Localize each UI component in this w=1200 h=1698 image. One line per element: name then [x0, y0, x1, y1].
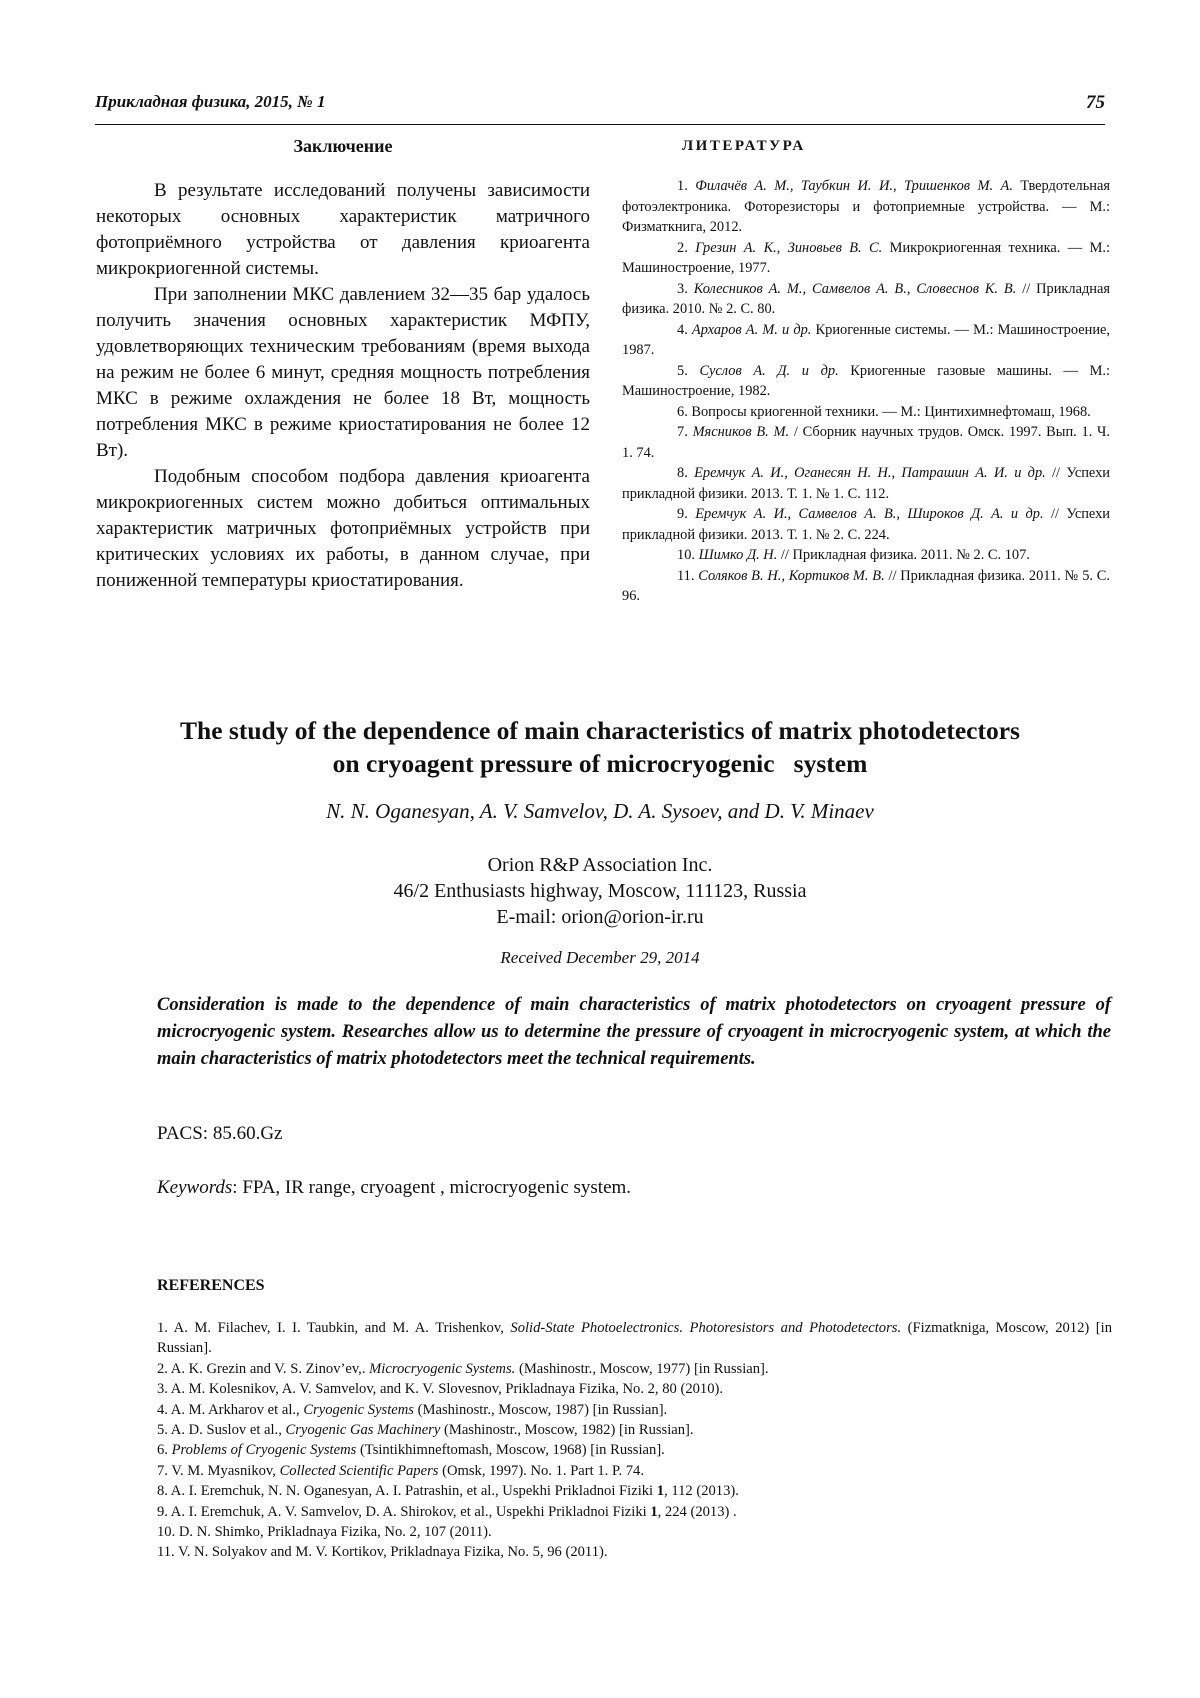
reference-item-publisher: (Mashinostr., Moscow, 1977) [in Russian]. [515, 1360, 769, 1377]
reference-item-title: Solid-State Photoelectronics. Photoresistors and Photodetectors. [510, 1320, 902, 1336]
literature-item [622, 545, 1110, 566]
reference-item-publisher: (Mashinostr., Moscow, 1987) [in Russian]. [413, 1401, 668, 1418]
literature-item [622, 238, 1110, 279]
keywords [157, 1177, 631, 1199]
english-title-line: on cryoagent pressure of microcryogenic system [332, 749, 868, 778]
literature-item-source: Криогенные системы. — М.: Машиностроение, 1987. [622, 321, 1111, 358]
literature-item [622, 361, 1110, 402]
literature-item-authors: Суслов А. Д. и др. [699, 362, 839, 379]
literature-item [622, 463, 1110, 504]
reference-item-text: 7. V. M. Myasnikov, [157, 1462, 280, 1479]
literature-item-authors: Колесников А. М., Самвелов А. В., Словеснов К. В. [693, 280, 1017, 297]
english-title [110, 714, 1090, 780]
reference-item-volume: 1 [650, 1503, 658, 1520]
literature-item-authors: Еремчук А. И., Самвелов А. В., Широков Д. А. и др. [695, 506, 1044, 522]
reference-item-text: 9. A. I. Eremchuk, A. V. Samvelov, D. A. Shirokov, et al., Uspekhi Prikladnoi Fiziki [157, 1503, 651, 1520]
literature-item-number: 3. [677, 280, 694, 297]
affiliation-email: E-mail: orion@orion-ir.ru [496, 906, 704, 928]
reference-item-text: 3. A. M. Kolesnikov, A. V. Samvelov, and K. V. Slovesnov, Prikladnaya Fizika, No. 2, 80 (2010). [157, 1381, 724, 1398]
literature-item-source: // Успехи прикладной физики. 2013. Т. 1. № 1. С. 112. [622, 465, 1110, 502]
running-header [95, 92, 1105, 122]
affiliation [100, 852, 1100, 930]
journal-title: Прикладная физика, 2015, № 1 [95, 92, 326, 111]
reference-item [157, 1359, 1112, 1379]
conclusion-paragraph: Подобным способом подбора давления криоагента микрокриогенных систем можно добиться оптимальных характеристик матричных фотоприёмных устройств при критических условиях их работы, в данном случае, при пониженной температуры криостатирования. [96, 466, 590, 591]
literature-item-source: Микрокриогенная техника. — М.: Машиностроение, 1977. [622, 239, 1110, 276]
literature-item-authors: Грезин А. К., Зиновьев В. С. [695, 239, 883, 256]
reference-item [157, 1502, 1112, 1522]
conclusion-section [96, 136, 590, 594]
affiliation-address: 46/2 Enthusiasts highway, Moscow, 111123, Russia [393, 880, 807, 902]
reference-item [157, 1522, 1112, 1542]
reference-item [157, 1461, 1112, 1481]
literature-item-source: Вопросы криогенной техники. — М.: Цинтихимнефтомаш, 1968. [691, 403, 1091, 420]
literature-item [622, 279, 1110, 320]
literature-item-authors: Мясников В. М. [692, 424, 790, 440]
literature-item [622, 320, 1110, 361]
conclusion-title: Заключение [293, 136, 393, 156]
literature-item-source: Криогенные газовые машины. — М.: Машиностроение, 1982. [622, 362, 1110, 399]
literature-item-authors: Филачёв А. М., Таубкин И. И., Тришенков М. А. [695, 178, 1013, 194]
literature-item-authors: Соляков В. Н., Кортиков М. В. [698, 567, 885, 584]
reference-item-publisher: (Tsintikhimneftomash, Moscow, 1968) [in Russian]. [356, 1442, 665, 1459]
literature-item [622, 566, 1110, 607]
literature-item-number: 9. [677, 506, 696, 522]
reference-item-text: 10. D. N. Shimko, Prikladnaya Fizika, No. 2, 107 (2011). [157, 1524, 492, 1541]
english-title-line: The study of the dependence of main characteristics of matrix photodetectors [180, 716, 1020, 745]
conclusion-paragraph: В результате исследований получены зависимости некоторых основных характеристик матричного фотоприёмного устройства от давления криоагента микрокриогенной системы. [96, 180, 590, 279]
reference-item [157, 1420, 1112, 1440]
literature-item-number: 1. [677, 178, 696, 194]
literature-list [622, 176, 1110, 607]
literature-item-number: 7. [677, 424, 693, 440]
literature-item-number: 11. [677, 567, 699, 584]
literature-item-authors: Архаров А. М. и др. [691, 321, 812, 338]
pacs-code: PACS: 85.60.Gz [157, 1123, 283, 1144]
reference-item [157, 1318, 1112, 1359]
reference-item-title: Cryogenic Gas Machinery [285, 1422, 441, 1439]
literature-item-number: 8. [677, 465, 695, 481]
abstract: Consideration is made to the dependence of main characteristics of matrix photodetectors on cryoagent pressure of microcryogenic system. Researches allow us to determine the pressure of cryoagent in microcryogenic system, at which the main characteristics of matrix photodetectors meet the technical requirements. [157, 995, 1111, 1069]
literature-item-number: 6. [677, 403, 692, 420]
keywords-text: : FPA, IR range, cryoagent , microcryogenic system. [232, 1177, 632, 1198]
literature-item-number: 4. [677, 321, 692, 338]
literature-item-source: / Сборник научных трудов. Омск. 1997. Вып. 1. Ч. 1. 74. [622, 424, 1111, 461]
reference-item-publisher: (Omsk, 1997). No. 1. Part 1. P. 74. [438, 1462, 644, 1479]
reference-item-text: 4. A. M. Arkharov et al., [157, 1401, 304, 1418]
references-title: REFERENCES [157, 1277, 265, 1294]
literature-item-source: // Прикладная физика. 2011. № 5. С. 96. [622, 567, 1110, 604]
reference-item-publisher: (Fizmatkniga, Moscow, 2012) [in Russian]. [157, 1320, 1112, 1357]
literature-item-source: // Прикладная физика. 2010. № 2. С. 80. [622, 280, 1111, 317]
affiliation-org: Orion R&P Association Inc. [487, 854, 713, 876]
page-number: 75 [1086, 92, 1105, 113]
literature-item-source: // Успехи прикладной физики. 2013. Т. 1. № 2. С. 224. [622, 506, 1111, 543]
reference-item-text: 6. [157, 1442, 172, 1459]
conclusion-paragraph: При заполнении МКС давлением 32—35 бар удалось получить значения основных характеристик МФПУ, удовлетворяющих техническим требованиям (время выхода на режим не более 6 минут, средняя мощность потребления МКС в режиме охлаждения не более 18 Вт, мощность потребления МКС в режиме криостатирования не более 12 Вт). [96, 284, 590, 461]
reference-item-volume: 1 [656, 1483, 665, 1500]
reference-item-publisher: (Mashinostr., Moscow, 1982) [in Russian]. [440, 1422, 694, 1439]
reference-item-pages: , 224 (2013) . [657, 1503, 737, 1520]
literature-item-number: 2. [677, 239, 696, 256]
reference-item [157, 1481, 1112, 1501]
literature-item [622, 402, 1110, 423]
english-authors: N. N. Oganesyan, A. V. Samvelov, D. A. Sysoev, and D. V. Minaev [326, 799, 874, 823]
literature-item [622, 422, 1110, 463]
reference-item [157, 1379, 1112, 1399]
reference-item-text: 2. A. K. Grezin and V. S. Zinov’ev,. [157, 1360, 370, 1377]
header-rule [95, 124, 1105, 125]
reference-item [157, 1400, 1112, 1420]
keywords-label: Keywords [157, 1177, 233, 1198]
literature-item-source: // Прикладная физика. 2011. № 2. С. 107. [777, 547, 1030, 563]
literature-section [622, 136, 1110, 607]
received-date: Received December 29, 2014 [500, 948, 700, 967]
literature-item-number: 10. [677, 547, 699, 563]
reference-item-text: 8. A. I. Eremchuk, N. N. Oganesyan, A. I. Patrashin, et al., Uspekhi Prikladnoi Fiziki [157, 1483, 657, 1500]
literature-item [622, 176, 1110, 238]
reference-item-title: Microcryogenic Systems. [369, 1360, 516, 1377]
reference-item-title: Collected Scientific Papers [279, 1462, 439, 1479]
literature-title: ЛИТЕРАТУРА [682, 138, 806, 154]
references-list [157, 1318, 1112, 1563]
reference-item-pages: , 112 (2013). [664, 1483, 739, 1500]
reference-item-text: 1. A. M. Filachev, I. I. Taubkin, and M. A. Trishenkov, [157, 1320, 511, 1336]
literature-item-authors: Шимко Д. Н. [698, 547, 778, 563]
reference-item [157, 1440, 1112, 1460]
reference-item-title: Cryogenic Systems [303, 1401, 414, 1418]
literature-item-authors: Еремчук А. И., Оганесян Н. Н., Патрашин А. И. и др. [694, 465, 1046, 481]
literature-item [622, 504, 1110, 545]
reference-item-text: 11. V. N. Solyakov and M. V. Kortikov, Prikladnaya Fizika, No. 5, 96 (2011). [157, 1544, 608, 1561]
reference-item [157, 1542, 1112, 1562]
reference-item-text: 5. A. D. Suslov et al., [157, 1422, 286, 1439]
reference-item-title: Problems of Cryogenic Systems [171, 1442, 357, 1459]
literature-item-source: Твердотельная фотоэлектроника. Фоторезисторы и фотоприемные устройства. — М.: Физматкнига, 2012. [622, 178, 1111, 235]
literature-item-number: 5. [677, 362, 700, 379]
